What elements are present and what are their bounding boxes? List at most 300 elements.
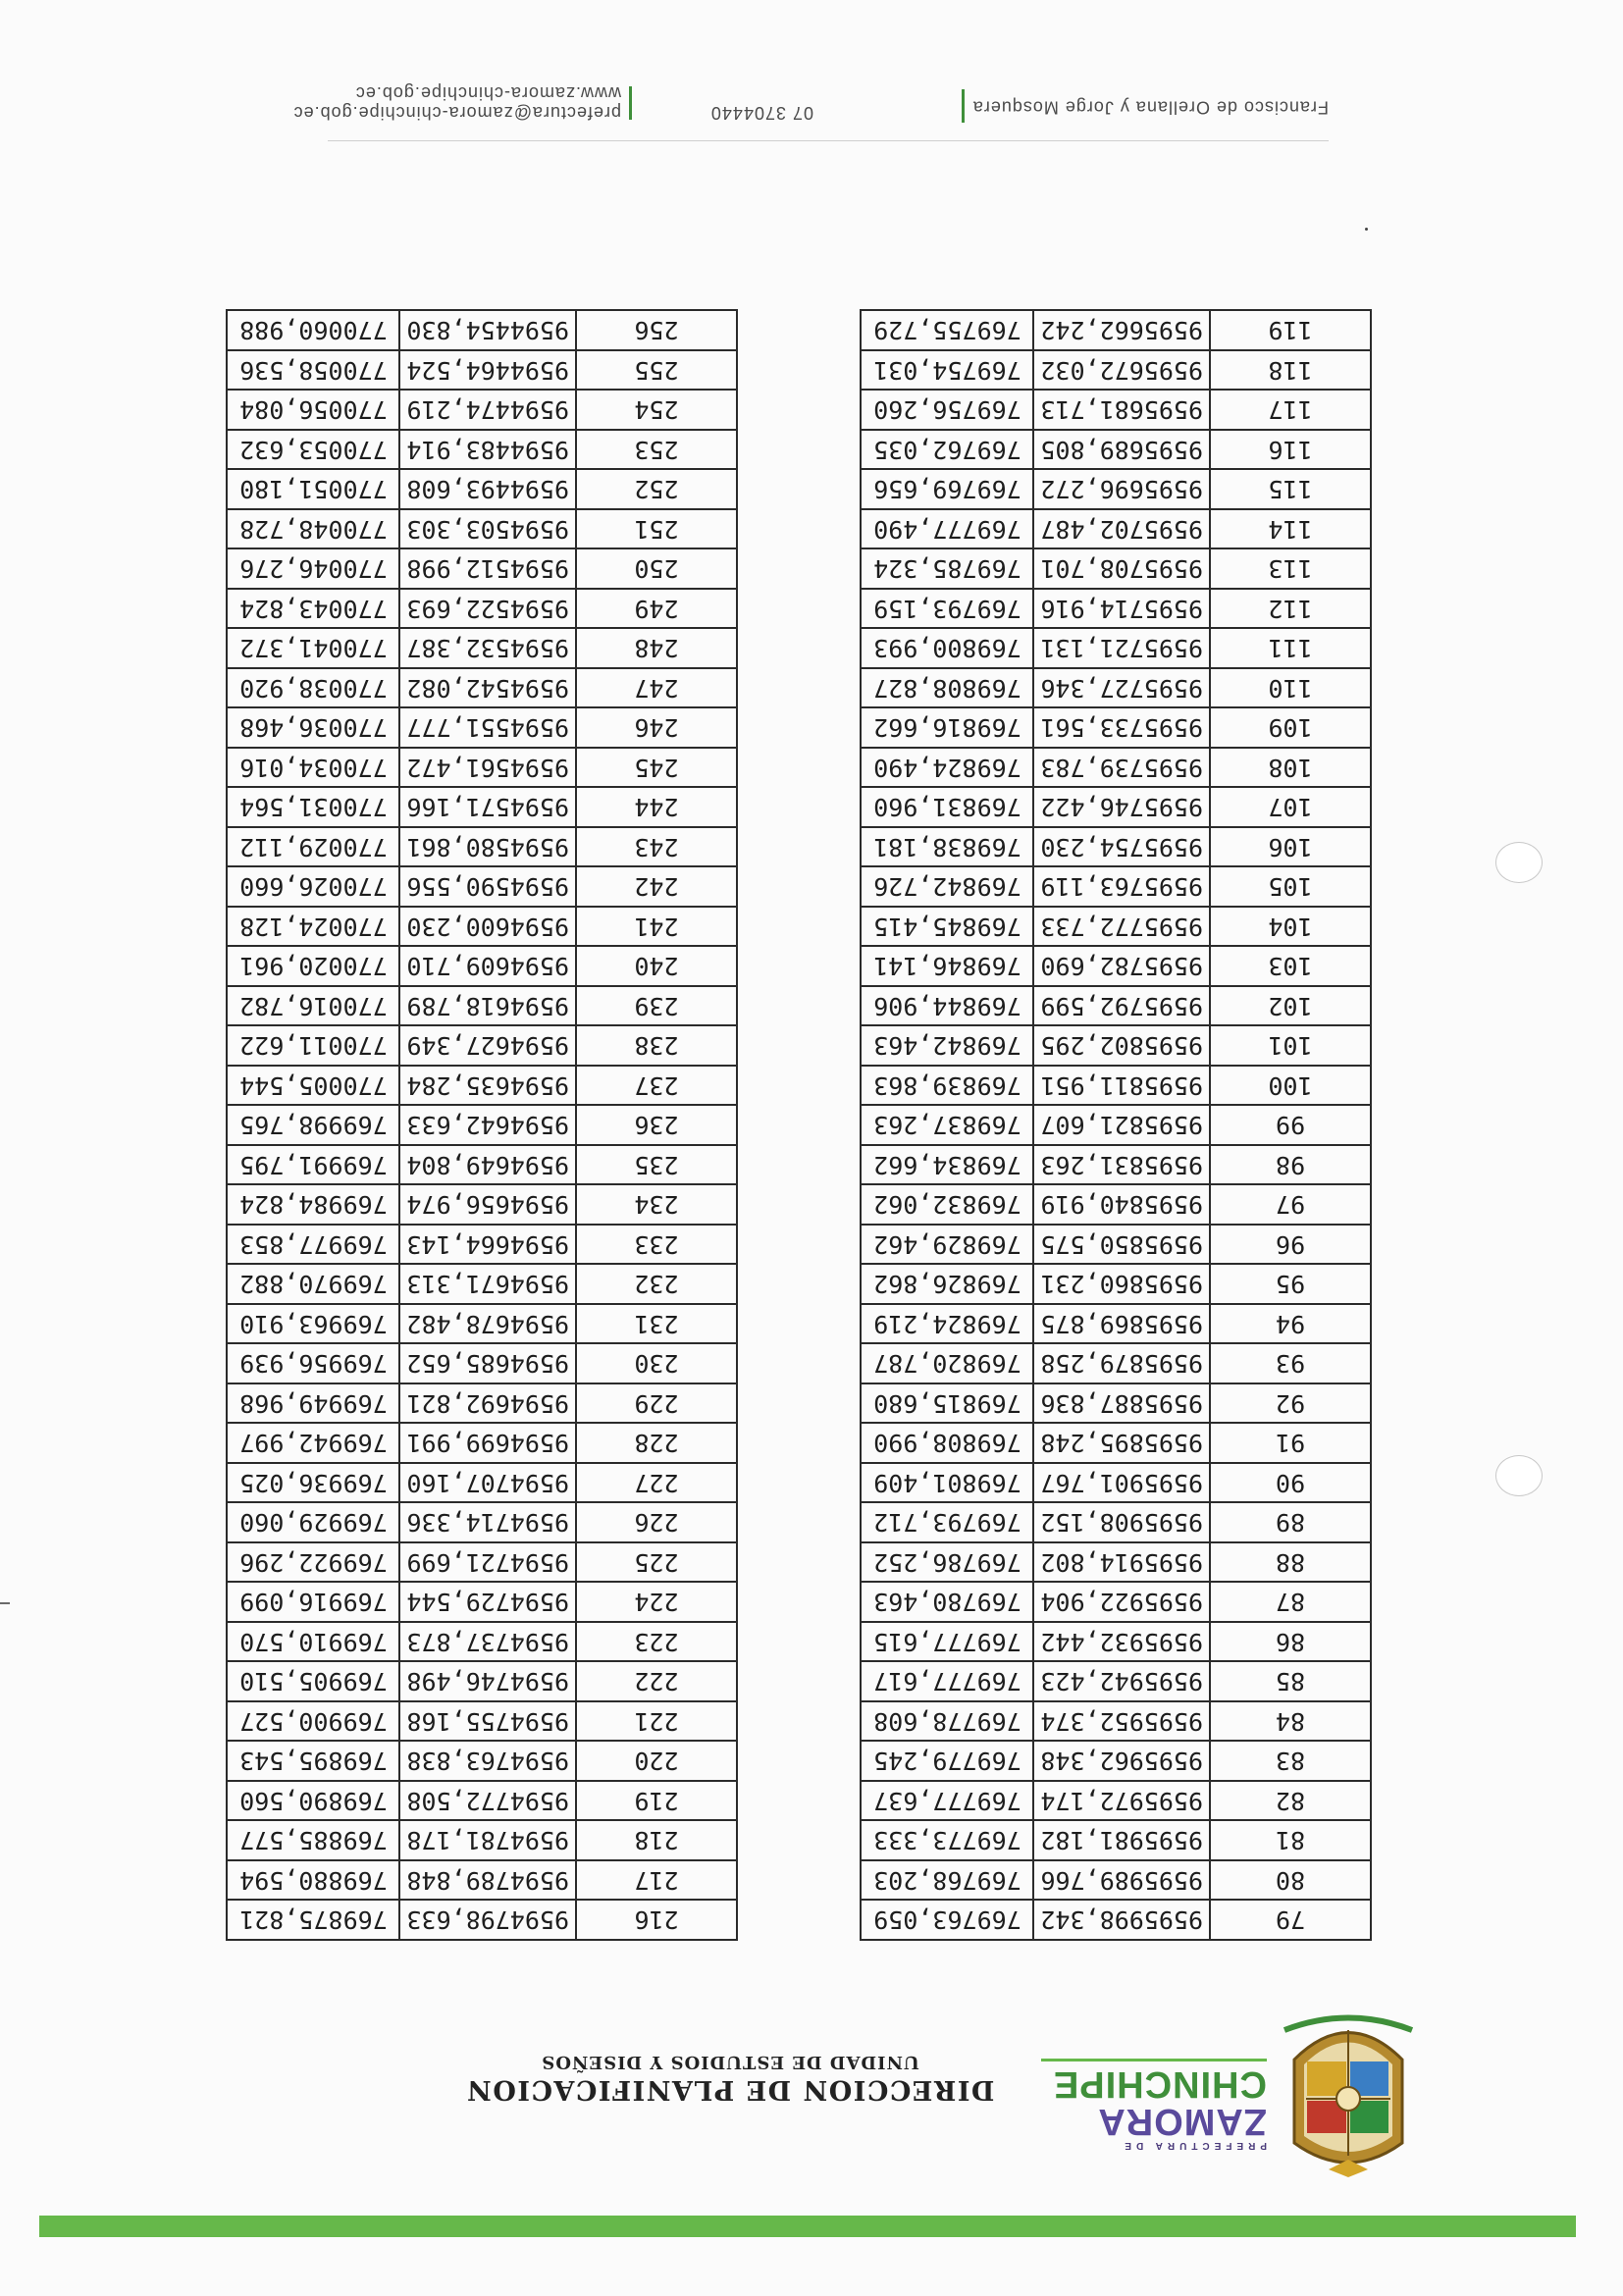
coordinate-row	[227, 1781, 737, 1821]
coordinate-row	[861, 1026, 1371, 1067]
coordinate-row	[227, 1662, 737, 1702]
east-coordinate-cell: 769777,490	[861, 509, 1033, 549]
coordinate-row	[861, 391, 1371, 431]
north-coordinate-cell: 9595895,248	[1033, 1424, 1210, 1464]
point-number-cell: 251	[576, 509, 737, 549]
coordinate-row	[227, 391, 737, 431]
point-number-cell: 250	[576, 549, 737, 590]
north-coordinate-cell: 9594464,524	[399, 350, 576, 391]
point-number-cell: 85	[1210, 1662, 1371, 1702]
coordinate-row	[861, 748, 1371, 788]
coordinate-row	[861, 1542, 1371, 1583]
east-coordinate-cell: 769785,324	[861, 549, 1033, 590]
point-number-cell: 107	[1210, 788, 1371, 828]
point-number-cell: 243	[576, 827, 737, 867]
east-coordinate-cell: 769808,990	[861, 1424, 1033, 1464]
east-coordinate-cell: 769755,729	[861, 311, 1033, 351]
point-number-cell: 95	[1210, 1265, 1371, 1305]
north-coordinate-cell: 9594699,991	[399, 1424, 576, 1464]
north-coordinate-cell: 9595932,442	[1033, 1622, 1210, 1662]
point-number-cell: 84	[1210, 1701, 1371, 1742]
east-coordinate-cell: 769838,181	[861, 827, 1033, 867]
point-number-cell: 82	[1210, 1781, 1371, 1821]
north-coordinate-cell: 9594600,230	[399, 907, 576, 947]
coordinate-row	[227, 1225, 737, 1265]
north-coordinate-cell: 9595840,919	[1033, 1185, 1210, 1226]
east-coordinate-cell: 769829,462	[861, 1225, 1033, 1265]
coordinate-row	[861, 311, 1371, 351]
coordinate-row	[227, 1742, 737, 1782]
coordinate-row	[861, 1503, 1371, 1543]
coordinate-row	[861, 350, 1371, 391]
east-coordinate-cell: 769832,062	[861, 1185, 1033, 1226]
punch-hole-mark	[1495, 842, 1543, 883]
north-coordinate-cell: 9594532,387	[399, 629, 576, 669]
point-number-cell: 255	[576, 350, 737, 391]
point-number-cell: 217	[576, 1860, 737, 1901]
east-coordinate-cell: 769991,795	[227, 1145, 399, 1185]
north-coordinate-cell: 9594664,143	[399, 1225, 576, 1265]
coordinate-row	[861, 1225, 1371, 1265]
coordinate-row	[861, 788, 1371, 828]
point-number-cell: 83	[1210, 1742, 1371, 1782]
margin-tick-mark	[0, 1602, 10, 1604]
point-number-cell: 110	[1210, 668, 1371, 708]
east-coordinate-cell: 769808,827	[861, 668, 1033, 708]
coordinate-row	[861, 1701, 1371, 1742]
east-coordinate-cell: 770031,564	[227, 788, 399, 828]
north-coordinate-cell: 9594671,313	[399, 1265, 576, 1305]
north-coordinate-cell: 9594692,821	[399, 1383, 576, 1424]
department-subtitle: UNIDAD DE ESTUDIOS Y DISEÑOS	[541, 2052, 919, 2072]
east-coordinate-cell: 770058,536	[227, 350, 399, 391]
point-number-cell: 241	[576, 907, 737, 947]
east-coordinate-cell: 769845,415	[861, 907, 1033, 947]
coordinate-row	[861, 1860, 1371, 1901]
north-coordinate-cell: 9594618,789	[399, 986, 576, 1026]
coordinates-table-left	[860, 310, 1372, 1942]
north-coordinate-cell: 9595792,599	[1033, 986, 1210, 1026]
east-coordinate-cell: 769880,594	[227, 1860, 399, 1901]
coordinate-row	[227, 668, 737, 708]
east-coordinate-cell: 769900,527	[227, 1701, 399, 1742]
north-coordinate-cell: 9594763,838	[399, 1742, 576, 1782]
point-number-cell: 216	[576, 1901, 737, 1941]
east-coordinate-cell: 769956,939	[227, 1344, 399, 1384]
coordinate-row	[861, 1821, 1371, 1861]
coordinate-row	[227, 1344, 737, 1384]
north-coordinate-cell: 9595696,272	[1033, 470, 1210, 510]
north-coordinate-cell: 9595981,182	[1033, 1821, 1210, 1861]
point-number-cell: 253	[576, 430, 737, 470]
coordinate-row	[227, 311, 737, 351]
point-number-cell: 91	[1210, 1424, 1371, 1464]
east-coordinate-cell: 769768,203	[861, 1860, 1033, 1901]
north-coordinate-cell: 9594737,873	[399, 1622, 576, 1662]
coordinate-row	[861, 430, 1371, 470]
east-coordinate-cell: 769801,409	[861, 1463, 1033, 1503]
north-coordinate-cell: 9595914,802	[1033, 1542, 1210, 1583]
point-number-cell: 234	[576, 1185, 737, 1226]
coordinate-row	[861, 1424, 1371, 1464]
point-number-cell: 248	[576, 629, 737, 669]
footer-phone: 07 3704440	[709, 103, 813, 123]
coordinate-row	[861, 1304, 1371, 1344]
north-coordinate-cell: 9594503,303	[399, 509, 576, 549]
footer-separator	[629, 86, 632, 120]
coordinate-row	[227, 589, 737, 629]
coordinate-row	[227, 788, 737, 828]
point-number-cell: 86	[1210, 1622, 1371, 1662]
north-coordinate-cell: 9595662,242	[1033, 311, 1210, 351]
east-coordinate-cell: 769762,035	[861, 430, 1033, 470]
point-number-cell: 235	[576, 1145, 737, 1185]
east-coordinate-cell: 769831,960	[861, 788, 1033, 828]
point-number-cell: 104	[1210, 907, 1371, 947]
east-coordinate-cell: 770048,728	[227, 509, 399, 549]
point-number-cell: 223	[576, 1622, 737, 1662]
north-coordinate-cell: 9594746,498	[399, 1662, 576, 1702]
north-coordinate-cell: 9595821,607	[1033, 1106, 1210, 1146]
coordinate-row	[227, 907, 737, 947]
north-coordinate-cell: 9594522,693	[399, 589, 576, 629]
east-coordinate-cell: 769826,862	[861, 1265, 1033, 1305]
point-number-cell: 94	[1210, 1304, 1371, 1344]
coordinate-row	[861, 1185, 1371, 1226]
coordinate-row	[227, 629, 737, 669]
east-coordinate-cell: 770046,276	[227, 549, 399, 590]
north-coordinate-cell: 9594580,861	[399, 827, 576, 867]
coordinate-row	[861, 1145, 1371, 1185]
coordinate-row	[227, 430, 737, 470]
north-coordinate-cell: 9595708,701	[1033, 549, 1210, 590]
east-coordinate-cell: 769756,260	[861, 391, 1033, 431]
north-coordinate-cell: 9595754,230	[1033, 827, 1210, 867]
point-number-cell: 93	[1210, 1344, 1371, 1384]
point-number-cell: 229	[576, 1383, 737, 1424]
coordinate-row	[227, 350, 737, 391]
point-number-cell: 119	[1210, 311, 1371, 351]
east-coordinate-cell: 770060,988	[227, 311, 399, 351]
east-coordinate-cell: 770024,128	[227, 907, 399, 947]
north-coordinate-cell: 9595922,904	[1033, 1583, 1210, 1623]
coordinate-row	[227, 509, 737, 549]
north-coordinate-cell: 9594474,219	[399, 391, 576, 431]
coordinate-row	[861, 668, 1371, 708]
north-coordinate-cell: 9594649,804	[399, 1145, 576, 1185]
point-number-cell: 252	[576, 470, 737, 510]
east-coordinate-cell: 769970,882	[227, 1265, 399, 1305]
east-coordinate-cell: 769844,906	[861, 986, 1033, 1026]
east-coordinate-cell: 769977,853	[227, 1225, 399, 1265]
north-coordinate-cell: 9595782,690	[1033, 947, 1210, 987]
coordinate-row	[861, 1265, 1371, 1305]
coordinate-row	[227, 1026, 737, 1067]
east-coordinate-cell: 769763,059	[861, 1901, 1033, 1941]
point-number-cell: 220	[576, 1742, 737, 1782]
point-number-cell: 98	[1210, 1145, 1371, 1185]
point-number-cell: 114	[1210, 509, 1371, 549]
point-number-cell: 233	[576, 1225, 737, 1265]
point-number-cell: 90	[1210, 1463, 1371, 1503]
east-coordinate-cell: 769778,608	[861, 1701, 1033, 1742]
east-coordinate-cell: 770043,824	[227, 589, 399, 629]
coordinate-row	[227, 1066, 737, 1106]
coordinate-row	[861, 1066, 1371, 1106]
coordinate-row	[227, 708, 737, 749]
coordinate-row	[227, 1463, 737, 1503]
department-title: DIRECCION DE PLANIFICACION	[465, 2074, 995, 2105]
north-coordinate-cell: 9594685,652	[399, 1344, 576, 1384]
footer-divider	[328, 140, 1329, 141]
coordinate-row	[861, 629, 1371, 669]
north-coordinate-cell: 9595702,487	[1033, 509, 1210, 549]
coordinate-row	[861, 708, 1371, 749]
north-coordinate-cell: 9594635,284	[399, 1066, 576, 1106]
point-number-cell: 100	[1210, 1066, 1371, 1106]
east-coordinate-cell: 769815,680	[861, 1383, 1033, 1424]
east-coordinate-cell: 769885,577	[227, 1821, 399, 1861]
north-coordinate-cell: 9594493,608	[399, 470, 576, 510]
east-coordinate-cell: 769754,031	[861, 350, 1033, 391]
coordinate-row	[861, 986, 1371, 1026]
coordinate-row	[227, 1542, 737, 1583]
point-number-cell: 92	[1210, 1383, 1371, 1424]
east-coordinate-cell: 769890,560	[227, 1781, 399, 1821]
north-coordinate-cell: 9594551,777	[399, 708, 576, 749]
point-number-cell: 115	[1210, 470, 1371, 510]
north-coordinate-cell: 9594714,336	[399, 1503, 576, 1543]
east-coordinate-cell: 770036,468	[227, 708, 399, 749]
east-coordinate-cell: 769895,543	[227, 1742, 399, 1782]
prefecture-coat-of-arms-logo	[1275, 2006, 1422, 2177]
coordinate-row	[227, 1821, 737, 1861]
north-coordinate-cell: 9595879,258	[1033, 1344, 1210, 1384]
east-coordinate-cell: 770038,920	[227, 668, 399, 708]
coordinate-row	[227, 1701, 737, 1742]
department-heading	[426, 2052, 1034, 2105]
east-coordinate-cell: 769942,997	[227, 1424, 399, 1464]
coordinate-row	[227, 1503, 737, 1543]
east-coordinate-cell: 769963,910	[227, 1304, 399, 1344]
east-coordinate-cell: 769777,617	[861, 1662, 1033, 1702]
north-coordinate-cell: 9595908,152	[1033, 1503, 1210, 1543]
footer-contact	[293, 83, 632, 123]
point-number-cell: 112	[1210, 589, 1371, 629]
north-coordinate-cell: 9594755,168	[399, 1701, 576, 1742]
east-coordinate-cell: 769984,824	[227, 1185, 399, 1226]
coordinate-row	[227, 1145, 737, 1185]
east-coordinate-cell: 769793,712	[861, 1503, 1033, 1543]
point-number-cell: 116	[1210, 430, 1371, 470]
coordinate-row	[227, 827, 737, 867]
north-coordinate-cell: 9595811,951	[1033, 1066, 1210, 1106]
east-coordinate-cell: 769769,656	[861, 470, 1033, 510]
coordinate-row	[227, 1860, 737, 1901]
coordinate-row	[861, 1583, 1371, 1623]
point-number-cell: 237	[576, 1066, 737, 1106]
brand-zamora: ZAMORA	[1097, 2101, 1267, 2142]
point-number-cell: 105	[1210, 867, 1371, 908]
point-number-cell: 225	[576, 1542, 737, 1583]
north-coordinate-cell: 9595733,561	[1033, 708, 1210, 749]
scan-speck	[1365, 228, 1368, 231]
coordinate-row	[861, 827, 1371, 867]
north-coordinate-cell: 9594798,633	[399, 1901, 576, 1941]
north-coordinate-cell: 9594590,556	[399, 867, 576, 908]
east-coordinate-cell: 769777,615	[861, 1622, 1033, 1662]
point-number-cell: 101	[1210, 1026, 1371, 1067]
coordinate-row	[861, 470, 1371, 510]
north-coordinate-cell: 9595672,032	[1033, 350, 1210, 391]
east-coordinate-cell: 769846,141	[861, 947, 1033, 987]
point-number-cell: 97	[1210, 1185, 1371, 1226]
point-number-cell: 88	[1210, 1542, 1371, 1583]
north-coordinate-cell: 9594627,349	[399, 1026, 576, 1067]
east-coordinate-cell: 770041,372	[227, 629, 399, 669]
east-coordinate-cell: 769780,463	[861, 1583, 1033, 1623]
coordinate-row	[227, 1424, 737, 1464]
brand-small-caption: PREFECTURA DE	[1120, 2140, 1267, 2151]
point-number-cell: 238	[576, 1026, 737, 1067]
north-coordinate-cell: 9595942,423	[1033, 1662, 1210, 1702]
north-coordinate-cell: 9594721,699	[399, 1542, 576, 1583]
coordinate-row	[861, 589, 1371, 629]
north-coordinate-cell: 9594561,472	[399, 748, 576, 788]
coordinate-row	[227, 867, 737, 908]
coordinate-row	[861, 1662, 1371, 1702]
east-coordinate-cell: 769949,968	[227, 1383, 399, 1424]
north-coordinate-cell: 9595887,836	[1033, 1383, 1210, 1424]
point-number-cell: 221	[576, 1701, 737, 1742]
brand-chinchipe: CHINCHIPE	[1052, 2063, 1267, 2105]
point-number-cell: 242	[576, 867, 737, 908]
north-coordinate-cell: 9594483,914	[399, 430, 576, 470]
point-number-cell: 239	[576, 986, 737, 1026]
north-coordinate-cell: 9595689,805	[1033, 430, 1210, 470]
point-number-cell: 87	[1210, 1583, 1371, 1623]
east-coordinate-cell: 769842,726	[861, 867, 1033, 908]
point-number-cell: 111	[1210, 629, 1371, 669]
point-number-cell: 118	[1210, 350, 1371, 391]
east-coordinate-cell: 769800,993	[861, 629, 1033, 669]
north-coordinate-cell: 9595772,733	[1033, 907, 1210, 947]
north-coordinate-cell: 9595739,783	[1033, 748, 1210, 788]
north-coordinate-cell: 9595746,422	[1033, 788, 1210, 828]
east-coordinate-cell: 769824,490	[861, 748, 1033, 788]
point-number-cell: 103	[1210, 947, 1371, 987]
east-coordinate-cell: 769839,863	[861, 1066, 1033, 1106]
coordinate-row	[227, 986, 737, 1026]
east-coordinate-cell: 769916,099	[227, 1583, 399, 1623]
coordinate-row	[861, 509, 1371, 549]
point-number-cell: 254	[576, 391, 737, 431]
footer-separator	[962, 89, 965, 123]
north-coordinate-cell: 9595714,916	[1033, 589, 1210, 629]
punch-hole-mark	[1495, 1455, 1543, 1496]
east-coordinate-cell: 770026,660	[227, 867, 399, 908]
coordinate-row	[227, 549, 737, 590]
north-coordinate-cell: 9595763,119	[1033, 867, 1210, 908]
east-coordinate-cell: 769777,637	[861, 1781, 1033, 1821]
east-coordinate-cell: 770053,632	[227, 430, 399, 470]
east-coordinate-cell: 769922,296	[227, 1542, 399, 1583]
point-number-cell: 102	[1210, 986, 1371, 1026]
coordinate-row	[227, 470, 737, 510]
coordinate-row	[227, 1106, 737, 1146]
point-number-cell: 228	[576, 1424, 737, 1464]
point-number-cell: 96	[1210, 1225, 1371, 1265]
north-coordinate-cell: 9595831,263	[1033, 1145, 1210, 1185]
point-number-cell: 249	[576, 589, 737, 629]
east-coordinate-cell: 769842,463	[861, 1026, 1033, 1067]
point-number-cell: 109	[1210, 708, 1371, 749]
point-number-cell: 227	[576, 1463, 737, 1503]
coordinate-row	[227, 1622, 737, 1662]
east-coordinate-cell: 770056,084	[227, 391, 399, 431]
coordinate-row	[861, 947, 1371, 987]
east-coordinate-cell: 769929,060	[227, 1503, 399, 1543]
point-number-cell: 89	[1210, 1503, 1371, 1543]
coordinate-row	[861, 1781, 1371, 1821]
east-coordinate-cell: 770005,544	[227, 1066, 399, 1106]
east-coordinate-cell: 770034,016	[227, 748, 399, 788]
north-coordinate-cell: 9594678,482	[399, 1304, 576, 1344]
north-coordinate-cell: 9595802,295	[1033, 1026, 1210, 1067]
east-coordinate-cell: 769905,510	[227, 1662, 399, 1702]
north-coordinate-cell: 9594656,974	[399, 1185, 576, 1226]
coordinate-row	[227, 1265, 737, 1305]
point-number-cell: 108	[1210, 748, 1371, 788]
point-number-cell: 218	[576, 1821, 737, 1861]
east-coordinate-cell: 769910,570	[227, 1622, 399, 1662]
point-number-cell: 226	[576, 1503, 737, 1543]
point-number-cell: 80	[1210, 1860, 1371, 1901]
east-coordinate-cell: 769773,333	[861, 1821, 1033, 1861]
north-coordinate-cell: 9595860,231	[1033, 1265, 1210, 1305]
header-green-bar	[39, 2216, 1576, 2237]
north-coordinate-cell: 9595998,342	[1033, 1901, 1210, 1941]
north-coordinate-cell: 9594609,710	[399, 947, 576, 987]
east-coordinate-cell: 770011,622	[227, 1026, 399, 1067]
coordinate-row	[227, 748, 737, 788]
north-coordinate-cell: 9594642,633	[399, 1106, 576, 1146]
footer-email: prefectura@zamora-chinchipe.gob.ec	[292, 103, 621, 123]
point-number-cell: 245	[576, 748, 737, 788]
north-coordinate-cell: 9595952,374	[1033, 1701, 1210, 1742]
footer-address	[962, 89, 1329, 123]
coordinate-row	[227, 947, 737, 987]
east-coordinate-cell: 769837,263	[861, 1106, 1033, 1146]
point-number-cell: 113	[1210, 549, 1371, 590]
point-number-cell: 106	[1210, 827, 1371, 867]
north-coordinate-cell: 9595681,713	[1033, 391, 1210, 431]
coordinate-row	[227, 1383, 737, 1424]
north-coordinate-cell: 9595727,346	[1033, 668, 1210, 708]
north-coordinate-cell: 9594789,848	[399, 1860, 576, 1901]
north-coordinate-cell: 9595962,348	[1033, 1742, 1210, 1782]
point-number-cell: 232	[576, 1265, 737, 1305]
east-coordinate-cell: 770029,112	[227, 827, 399, 867]
brand-underline	[1041, 2059, 1267, 2061]
north-coordinate-cell: 9595901,767	[1033, 1463, 1210, 1503]
north-coordinate-cell: 9594772,508	[399, 1781, 576, 1821]
east-coordinate-cell: 769786,252	[861, 1542, 1033, 1583]
east-coordinate-cell: 769834,662	[861, 1145, 1033, 1185]
point-number-cell: 224	[576, 1583, 737, 1623]
point-number-cell: 79	[1210, 1901, 1371, 1941]
coordinate-row	[861, 1383, 1371, 1424]
